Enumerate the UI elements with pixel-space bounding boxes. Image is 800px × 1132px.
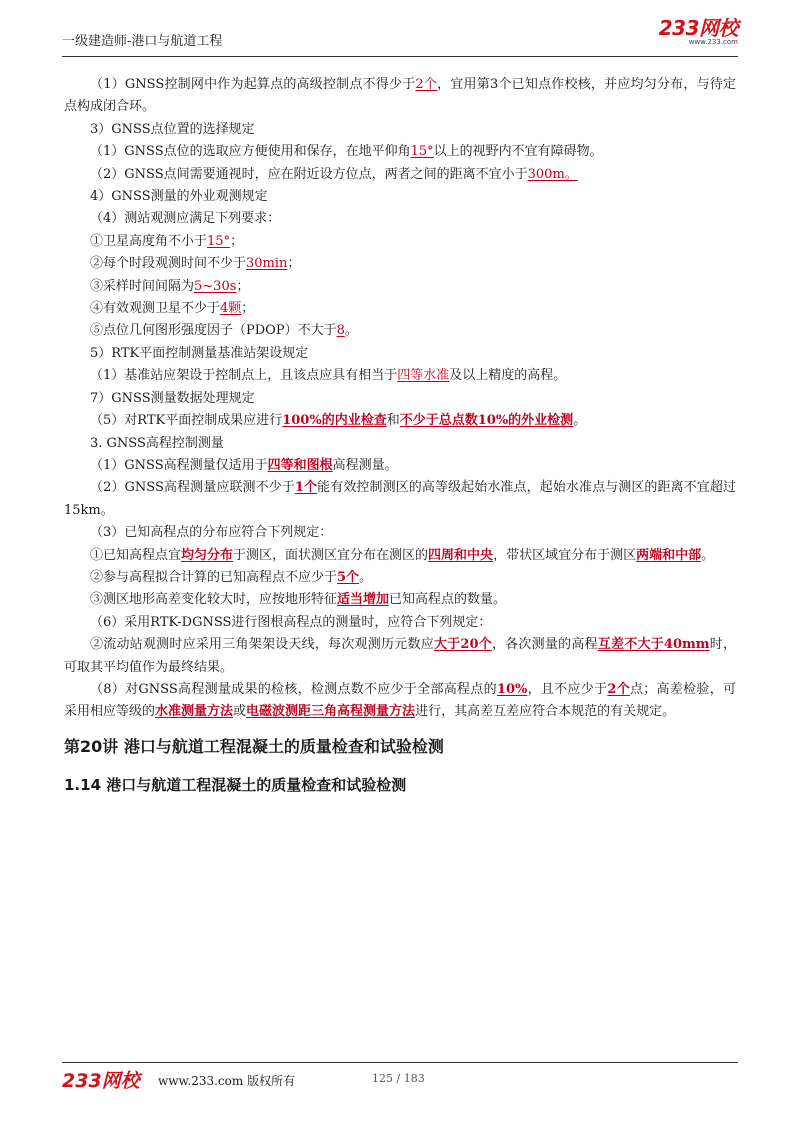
paragraph: （3）已知高程点的分布应符合下列规定： xyxy=(90,525,333,541)
key-point: 300m。 xyxy=(527,166,578,182)
key-point: 2个 xyxy=(607,681,630,697)
list-item: ①卫星高度角不小于15°； xyxy=(90,233,244,249)
key-point: 四周和中央 xyxy=(428,547,494,563)
paragraph: （5）对RTK平面控制成果应进行100%的内业检查和不少于总点数10%的外业检测。 xyxy=(90,413,587,429)
document-body xyxy=(64,74,736,797)
section-title: 1.14 港口与航道工程混凝土的质量检查和试验检测 xyxy=(64,776,407,795)
brand-logo xyxy=(659,18,738,46)
paragraph: （1）基准站应架设于控制点上，且该点应具有相当于四等水准及以上精度的高程。 xyxy=(90,368,567,384)
key-point: 8 xyxy=(336,323,345,339)
logo-text: 233网校 xyxy=(658,16,738,40)
key-point: 1个 xyxy=(294,480,318,496)
paragraph: （1）GNSS控制网中作为起算点的高级控制点不得少于2个，宜用第3个已知点作校核，并应均匀分布，与待定点构成闭合环。 xyxy=(64,77,736,115)
key-point: 5个 xyxy=(337,569,360,585)
list-item: ②每个时段观测时间不少于30min； xyxy=(90,256,301,272)
section-heading: 7）GNSS测量数据处理规定 xyxy=(90,390,255,406)
key-point: 大于20个 xyxy=(433,637,492,653)
list-item: ③采样时间间隔为5~30s； xyxy=(90,278,250,294)
key-point: 5~30s xyxy=(194,278,237,294)
page-number: 125 / 183 xyxy=(372,1072,425,1085)
paragraph: （2）GNSS高程测量应联测不少于1个能有效控制测区的高等级起始水准点，起始水准点与测区的距离不宜超过15km。 xyxy=(64,480,736,518)
key-point: 4颗 xyxy=(220,301,242,317)
section-heading: 4）GNSS测量的外业观测规定 xyxy=(90,189,268,205)
key-point: 10% xyxy=(496,681,528,697)
logo-url: www.233.com xyxy=(688,38,738,46)
key-point: 不少于总点数10%的外业检测 xyxy=(399,413,574,429)
key-point: 30min xyxy=(246,256,288,272)
lecture-title: 第20讲 港口与航道工程混凝土的质量检查和试验检测 xyxy=(64,736,444,756)
paragraph: （1）GNSS点位的选取应方便使用和保存，在地平仰角15°以上的视野内不宜有障碍物。 xyxy=(90,144,603,160)
paragraph: ③测区地形高差变化较大时，应按地形特征适当增加已知高程点的数量。 xyxy=(90,592,507,608)
key-point: 四等水准 xyxy=(397,368,450,384)
key-point: 均匀分布 xyxy=(181,547,234,563)
page-header xyxy=(62,16,738,57)
paragraph: ①已知高程点宜均匀分布于测区，面状测区宜分布在测区的四周和中央，带状区域宜分布于测区两端和中部。 xyxy=(90,547,715,563)
section-heading: 5）RTK平面控制测量基准站架设规定 xyxy=(90,345,309,361)
paragraph: （1）GNSS高程测量仅适用于四等和图根高程测量。 xyxy=(90,457,398,473)
paragraph: （8）对GNSS高程测量成果的检核，检测点数不应少于全部高程点的10%，且不应少于2个点；高差检验，可采用相应等级的水准测量方法或电磁波测距三角高程测量方法进行，其高差互差应符合本规范的有关规定。 xyxy=(64,681,736,720)
paragraph: （4）测站观测应满足下列要求： xyxy=(90,211,281,227)
key-point: 四等和图根 xyxy=(267,457,333,473)
key-point: 2个 xyxy=(415,77,438,92)
footer-copyright: www.233.com 版权所有 xyxy=(158,1074,296,1088)
header-title: 一级建造师-港口与航道工程 xyxy=(62,34,223,49)
section-heading: 3）GNSS点位置的选择规定 xyxy=(90,121,255,137)
key-point: 100%的内业检查 xyxy=(282,413,387,429)
key-point: 两端和中部 xyxy=(636,547,702,563)
key-point: 互差不大于40mm xyxy=(597,637,710,653)
paragraph: ②流动站观测时应采用三角架架设天线，每次观测历元数应大于20个，各次测量的高程互差不大于40mm时，可取其平均值作为最终结果。 xyxy=(64,637,736,675)
key-point: 15° xyxy=(410,144,434,160)
list-item: ④有效观测卫星不少于4颗； xyxy=(90,301,255,317)
key-point: 电磁波测距三角高程测量方法 xyxy=(246,704,416,720)
paragraph: （2）GNSS点间需要通视时，应在附近设方位点，两者之间的距离不宜小于300m。 xyxy=(90,166,578,182)
paragraph: ②参与高程拟合计算的已知高程点不应少于5个。 xyxy=(90,569,373,585)
footer-logo: 233网校 xyxy=(62,1070,140,1092)
key-point: 水准测量方法 xyxy=(155,704,234,720)
section-heading: 3. GNSS高程控制测量 xyxy=(90,435,224,451)
key-point: 15° xyxy=(207,233,231,249)
page-footer xyxy=(62,1062,738,1093)
list-item: ⑤点位几何图形强度因子（PDOP）不大于8。 xyxy=(90,323,358,339)
paragraph: （6）采用RTK-DGNSS进行图根高程点的测量时，应符合下列规定： xyxy=(90,614,492,630)
key-point: 适当增加 xyxy=(337,592,390,608)
